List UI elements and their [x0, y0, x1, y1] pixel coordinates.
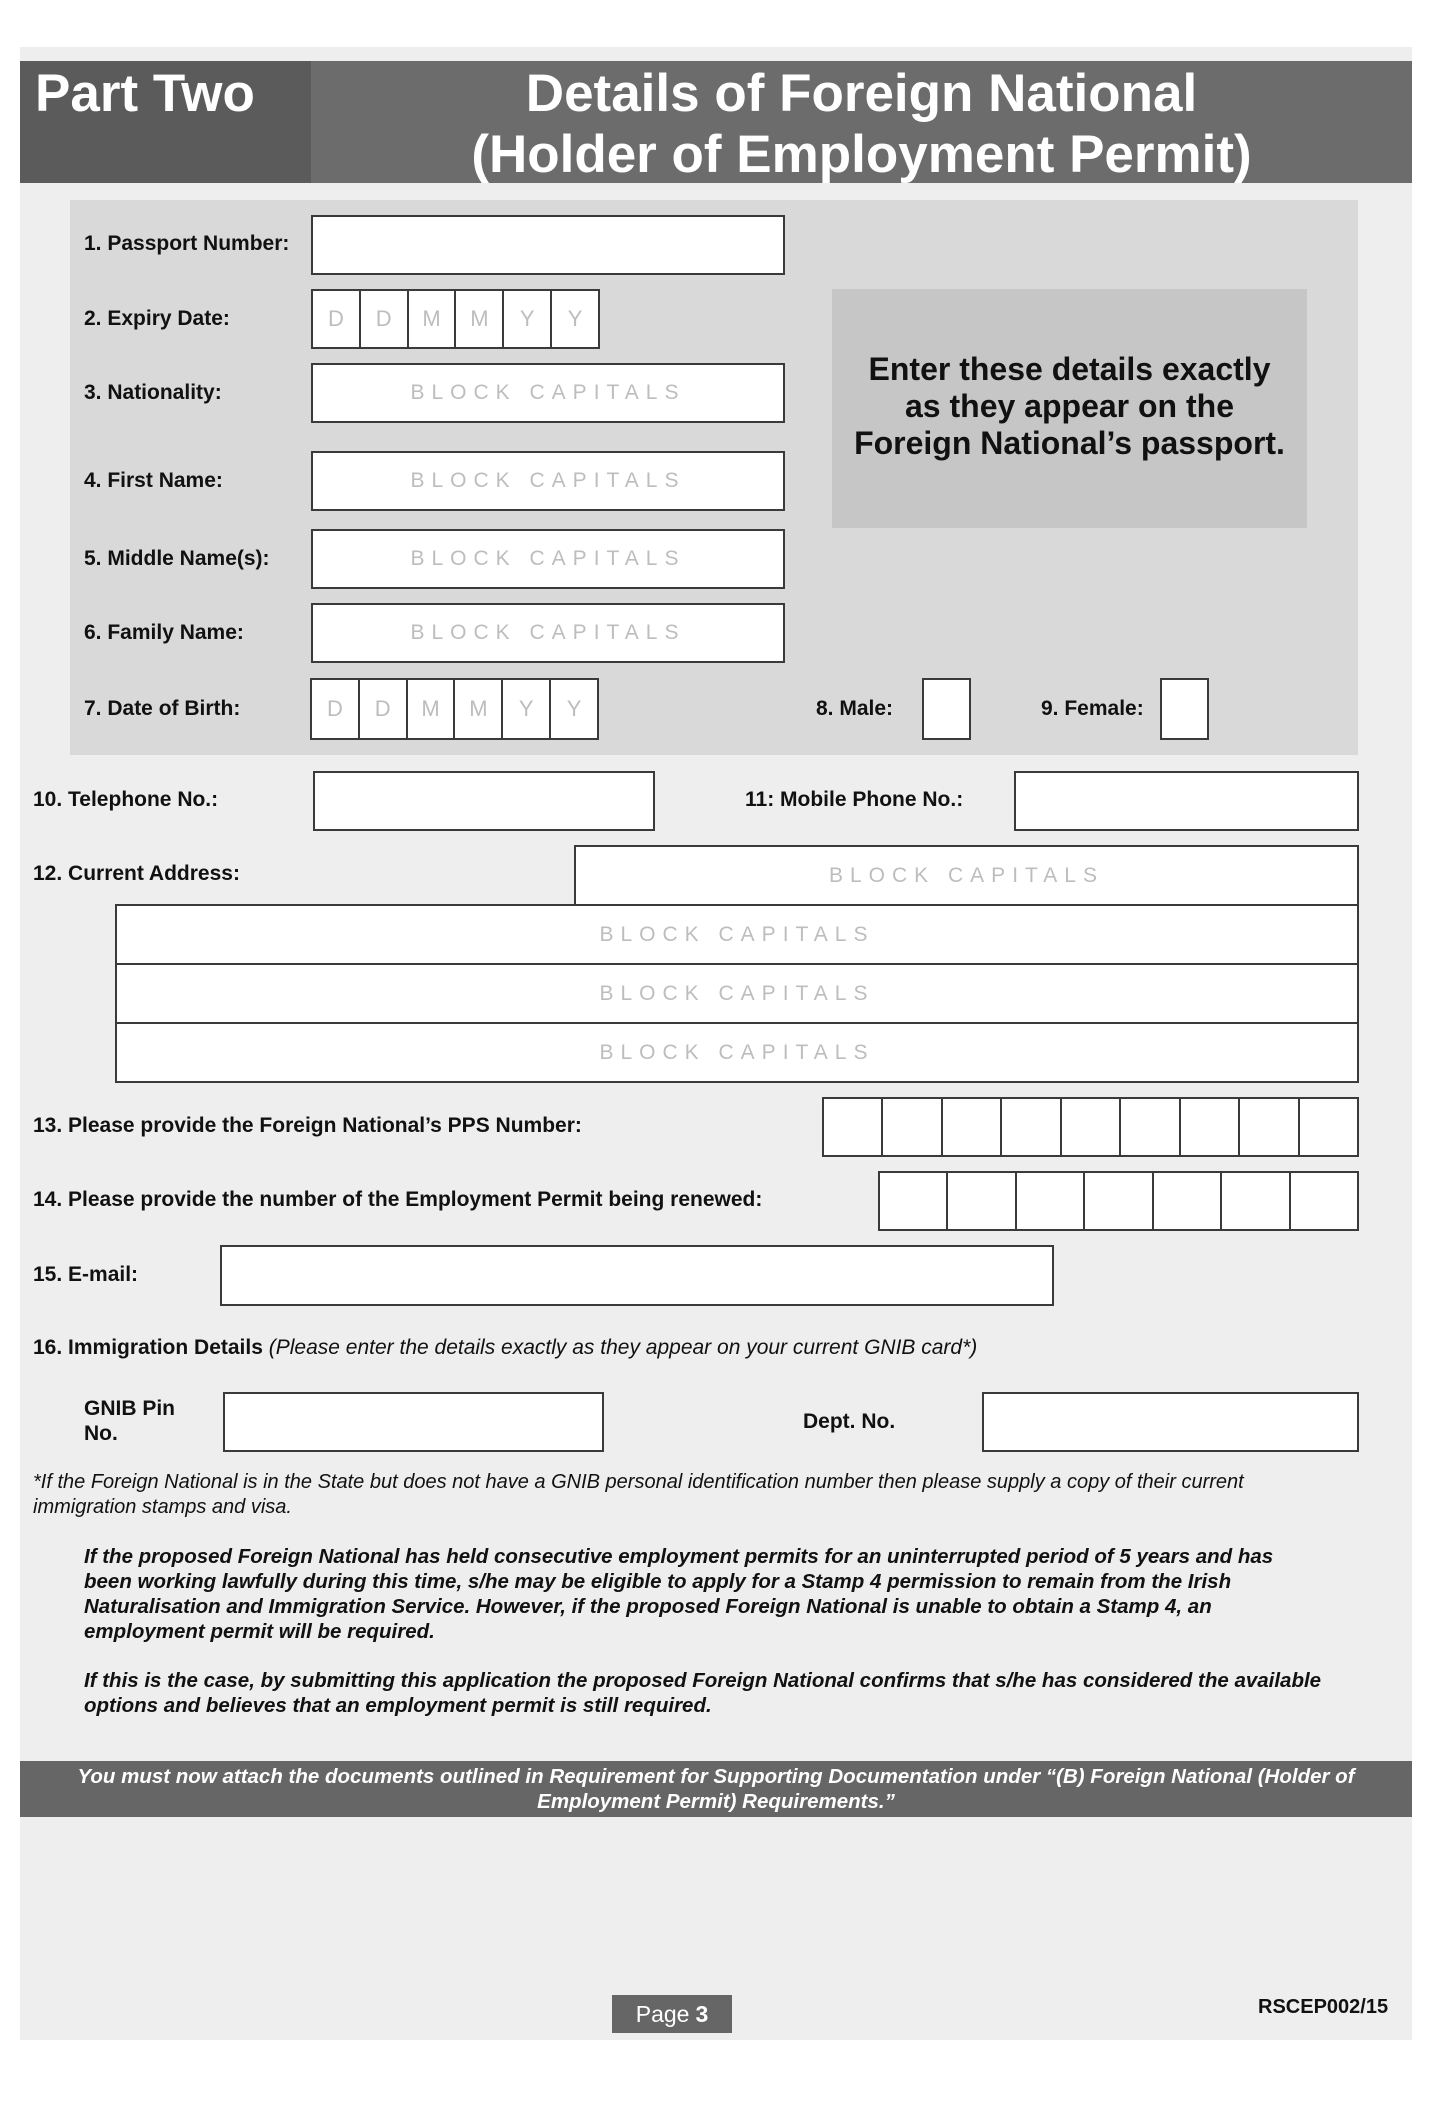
male-checkbox[interactable] [922, 678, 971, 740]
female-checkbox[interactable] [1160, 678, 1209, 740]
date-digit-cell[interactable]: Y [567, 306, 583, 331]
female-label: 9. Female: [1041, 697, 1144, 720]
address-line2-placeholder: BLOCK CAPITALS [599, 922, 875, 946]
address-line2-field[interactable] [115, 904, 1359, 965]
date-digit-cell[interactable]: D [361, 291, 409, 347]
passport-number-field[interactable] [311, 215, 785, 275]
confirmation-paragraph [84, 1668, 1321, 1718]
passport-instruction-callout [832, 289, 1307, 528]
expiry-date-label: 2. Expiry Date: [84, 307, 230, 330]
callout-line1: Enter these details exactly [868, 351, 1271, 387]
middle-names-label: 5. Middle Name(s): [84, 547, 270, 570]
nationality-label: 3. Nationality: [84, 381, 222, 404]
banner-line1: You must now attach the documents outlined in Requirement for Supporting Documentation under “(B) Foreign National (Holder of [77, 1765, 1355, 1788]
stamp4-line1: If the proposed Foreign National has held consecutive employment permits for an uninterrupted period of 5 years and has [84, 1545, 1274, 1568]
nationality-placeholder: BLOCK CAPITALS [410, 381, 686, 404]
page-label: Page [635, 2000, 690, 2027]
stamp4-line3: Naturalisation and Immigration Service. However, if the proposed Foreign National is unable to obtain a Stamp 4, an [84, 1595, 1212, 1618]
confirmation-line2: options and believes that an employment permit is still required. [84, 1694, 712, 1717]
email-label: 15. E-mail: [33, 1263, 139, 1286]
gnib-footnote [33, 1470, 1244, 1520]
mobile-label: 11: Mobile Phone No.: [745, 788, 964, 811]
date-digit-cell[interactable]: Y [504, 291, 552, 347]
date-of-birth-field[interactable] [310, 678, 599, 740]
address-label: 12. Current Address: [33, 862, 240, 885]
footnote-line2: immigration stamps and visa. [33, 1496, 292, 1518]
pps-label: 13. Please provide the Foreign National’s PPS Number: [33, 1114, 582, 1137]
family-name-placeholder: BLOCK CAPITALS [410, 621, 686, 644]
family-name-label: 6. Family Name: [84, 621, 244, 644]
address-line3-placeholder: BLOCK CAPITALS [599, 981, 875, 1005]
passport-number-label: 1. Passport Number: [84, 232, 290, 255]
address-line4-field[interactable] [115, 1022, 1359, 1083]
email-field[interactable] [220, 1245, 1054, 1306]
part-header [20, 61, 311, 183]
pps-number-field[interactable] [822, 1097, 1359, 1157]
middle-names-placeholder: BLOCK CAPITALS [410, 547, 686, 570]
stamp4-line4: employment permit will be required. [84, 1620, 435, 1643]
permit-number-label: 14. Please provide the number of the Employment Permit being renewed: [33, 1188, 763, 1211]
address-line1-placeholder: BLOCK CAPITALS [828, 863, 1104, 887]
stamp4-line2: been working lawfully during this time, s/he may be eligible to apply for a Stamp 4 permission to remain from the Irish [84, 1570, 1232, 1593]
family-name-field[interactable] [311, 603, 785, 663]
first-name-placeholder: BLOCK CAPITALS [410, 469, 686, 492]
expiry-date-field[interactable] [311, 289, 600, 349]
callout-line2: as they appear on the [905, 388, 1234, 424]
dept-no-label: Dept. No. [803, 1410, 896, 1433]
address-line4-placeholder: BLOCK CAPITALS [599, 1040, 875, 1064]
form-code: RSCEP002/15 [1258, 1996, 1389, 2018]
date-digit-cell[interactable]: M [409, 291, 457, 347]
immigration-title: 16. Immigration Details [33, 1336, 263, 1359]
gnib-label-line1: GNIB Pin [84, 1397, 176, 1420]
page-indicator [612, 1995, 732, 2033]
first-name-label: 4. First Name: [84, 469, 223, 492]
callout-line3: Foreign National’s passport. [854, 425, 1285, 461]
gnib-pin-field[interactable] [223, 1392, 604, 1452]
address-line3-field[interactable] [115, 963, 1359, 1024]
address-line1-field[interactable] [574, 845, 1359, 906]
first-name-field[interactable] [311, 451, 785, 511]
stamp4-paragraph [84, 1544, 1273, 1644]
date-digit-cell[interactable]: Y [566, 696, 582, 721]
gnib-pin-label [84, 1396, 175, 1446]
date-digit-cell[interactable]: D [313, 291, 361, 347]
section-header [311, 61, 1412, 183]
date-digit-cell[interactable]: D [360, 680, 408, 738]
date-digit-cell[interactable]: D [312, 680, 360, 738]
nationality-field[interactable] [311, 363, 785, 423]
dept-no-field[interactable] [982, 1392, 1359, 1452]
mobile-field[interactable] [1014, 771, 1359, 831]
confirmation-line1: If this is the case, by submitting this application the proposed Foreign National confirms that s/he has considered the available [84, 1669, 1322, 1692]
gnib-label-line2: No. [84, 1422, 118, 1445]
date-digit-cell[interactable]: M [455, 680, 503, 738]
date-digit-cell[interactable]: Y [503, 680, 551, 738]
male-label: 8. Male: [816, 697, 894, 720]
section-title-line1: Details of Foreign National [525, 64, 1198, 123]
telephone-label: 10. Telephone No.: [33, 788, 219, 811]
date-digit-cell[interactable]: M [456, 291, 504, 347]
middle-names-field[interactable] [311, 529, 785, 589]
immigration-details-label [33, 1336, 977, 1360]
attach-documents-banner [20, 1761, 1412, 1817]
date-of-birth-label: 7. Date of Birth: [84, 697, 241, 720]
footnote-line1: *If the Foreign National is in the State but does not have a GNIB personal identification number then please supply a copy of their current [33, 1471, 1244, 1493]
part-label: Part Two [35, 64, 255, 123]
page-number: 3 [695, 2000, 709, 2027]
date-digit-cell[interactable]: M [408, 680, 456, 738]
permit-number-field[interactable] [878, 1171, 1359, 1231]
immigration-note: (Please enter the details exactly as they appear on your current GNIB card*) [268, 1336, 978, 1359]
telephone-field[interactable] [313, 771, 655, 831]
section-title-line2: (Holder of Employment Permit) [471, 125, 1252, 184]
banner-line2: Employment Permit) Requirements.” [537, 1790, 895, 1813]
